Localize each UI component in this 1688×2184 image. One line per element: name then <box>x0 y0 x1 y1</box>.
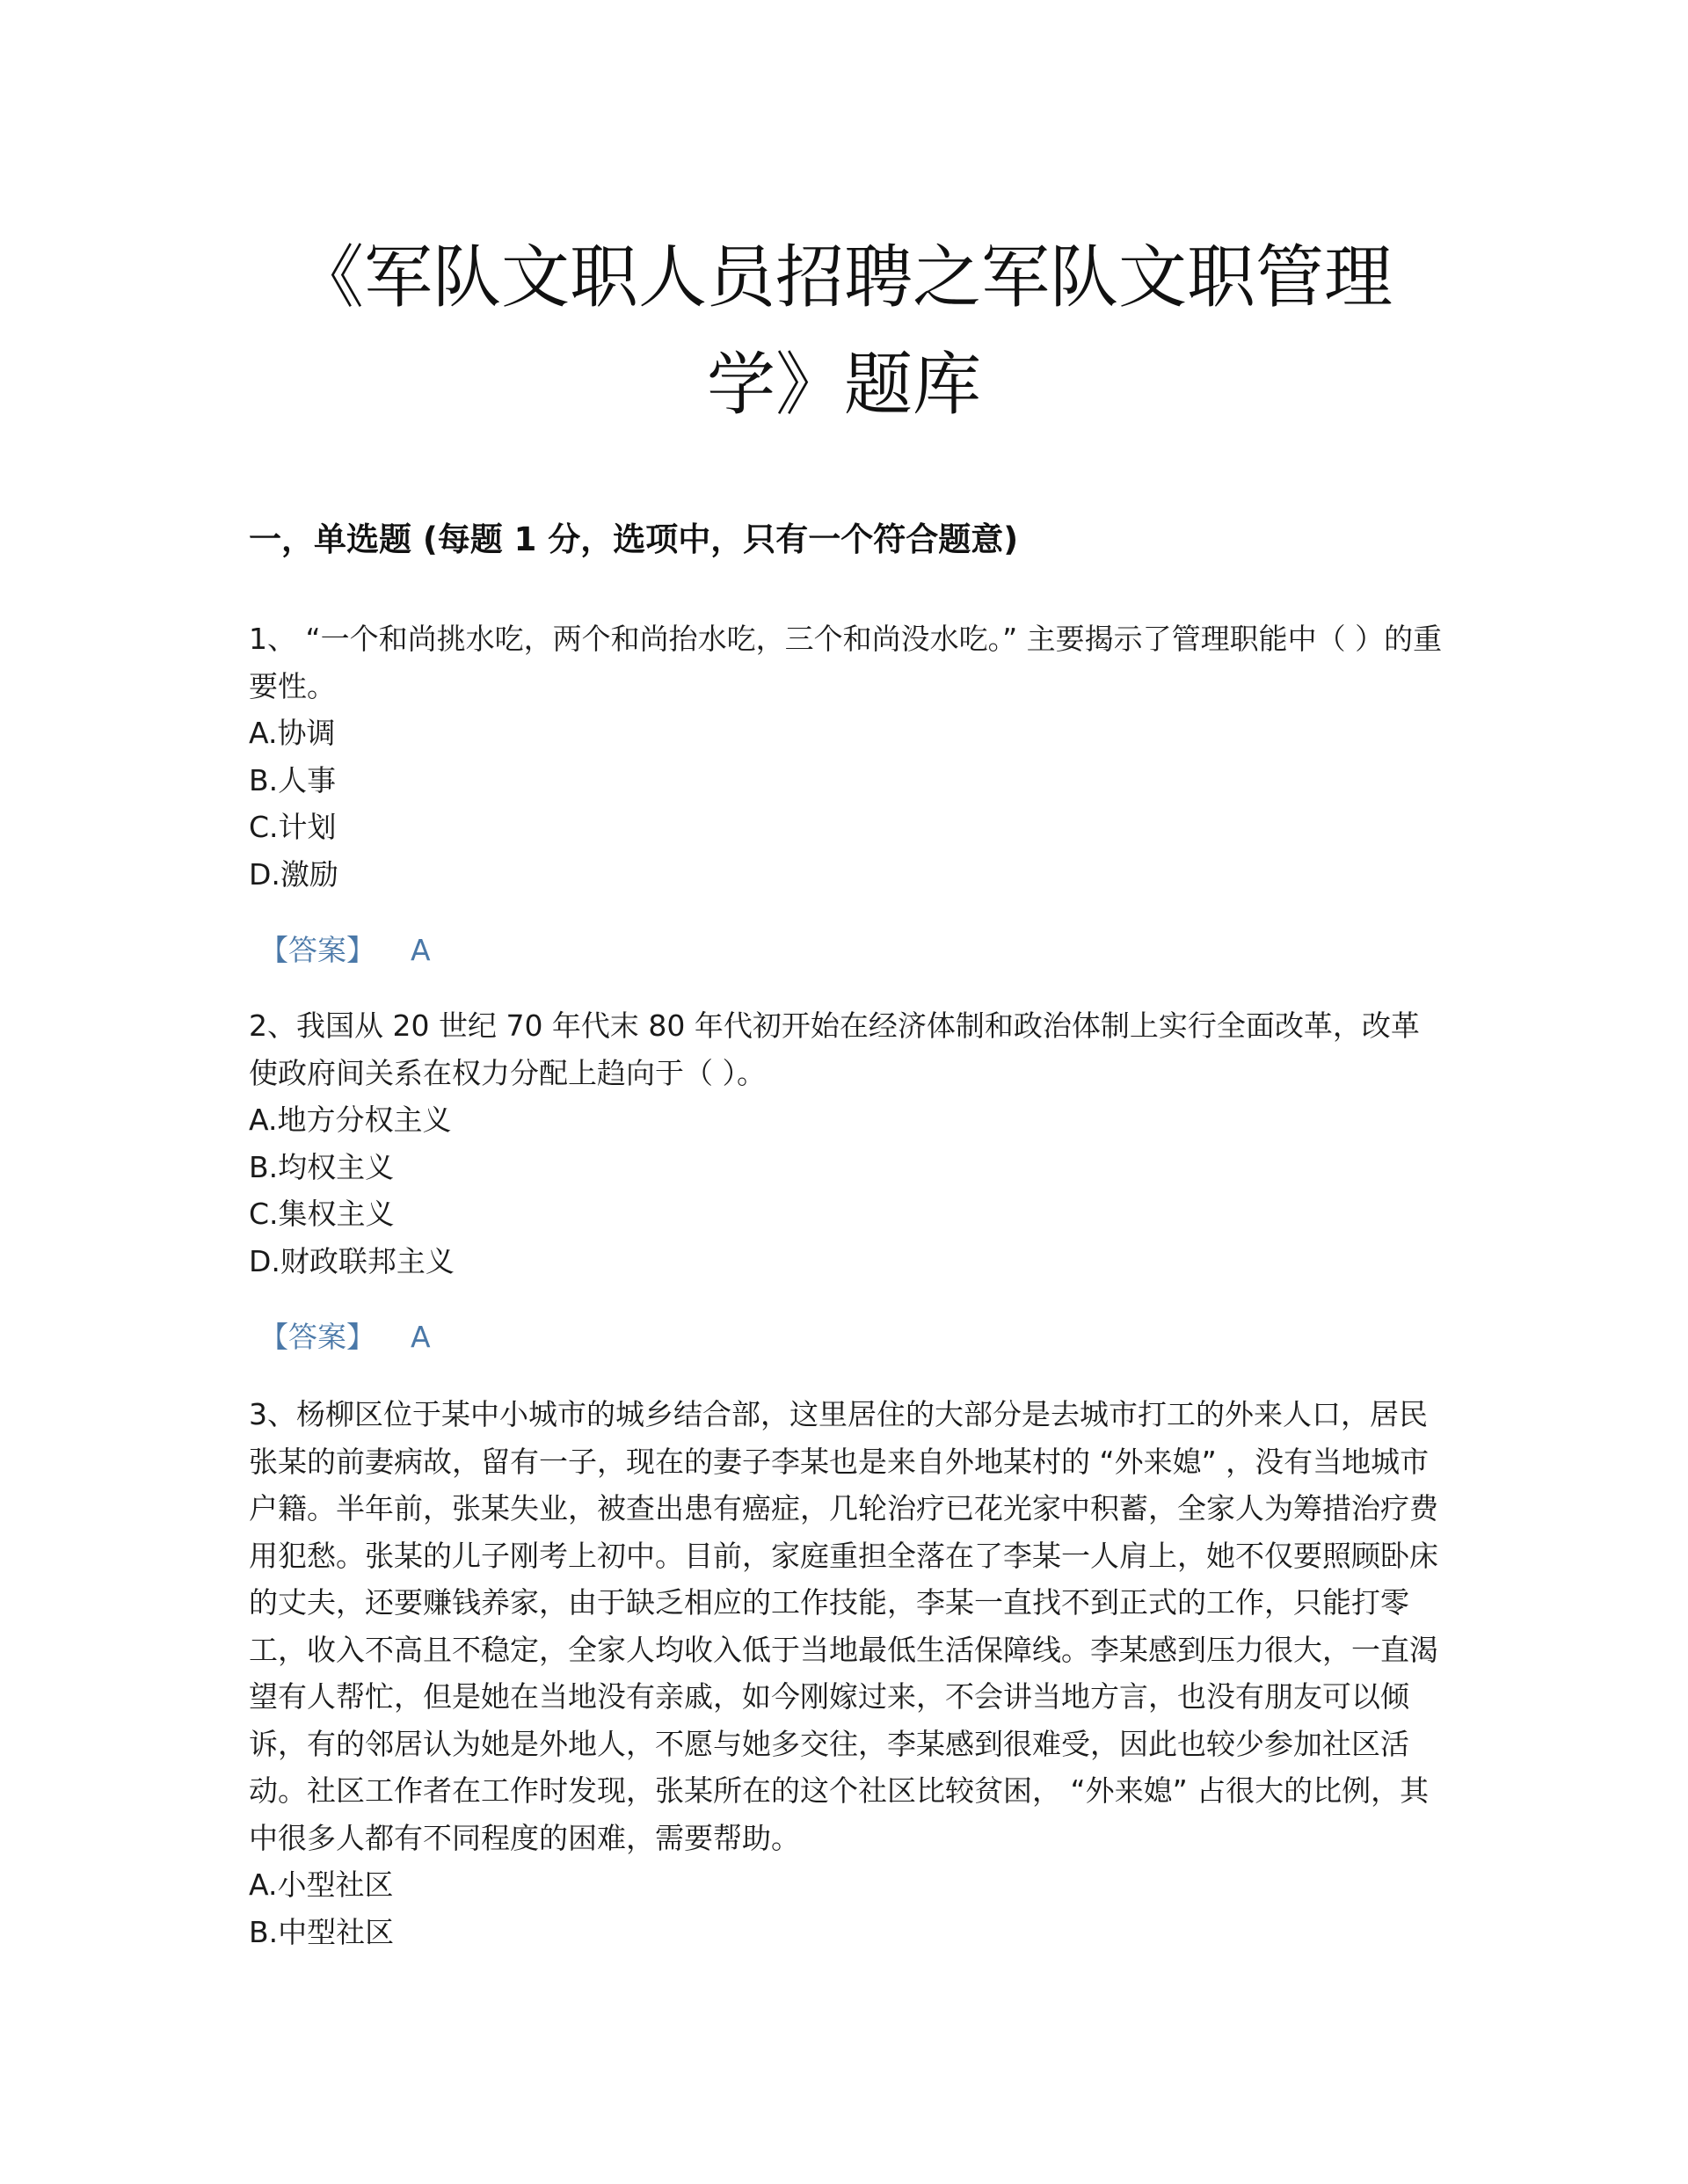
option-b: B.均权主义 <box>249 1149 395 1184</box>
option-a: A.协调 <box>249 716 336 750</box>
option-d: D.激励 <box>249 856 338 892</box>
option-b: B.中型社区 <box>249 1914 395 1949</box>
answer-label: 【答案】 <box>259 1320 375 1354</box>
option-a: A.小型社区 <box>249 1867 394 1902</box>
answer-line <box>259 1314 1444 1360</box>
answer-line <box>259 927 1444 973</box>
question-item <box>249 1391 1444 1955</box>
option-c: C.集权主义 <box>249 1197 395 1231</box>
answer-value: A <box>411 1320 431 1354</box>
option-c: C.计划 <box>249 810 337 844</box>
option-b: B.人事 <box>249 762 337 797</box>
option-a: A.地方分权主义 <box>249 1103 452 1137</box>
answer-label: 【答案】 <box>259 933 375 967</box>
question-stem: 3、杨柳区位于某中小城市的城乡结合部，这里居住的大部分是去城市打工的外来人口，居民张某的前妻病故，留有一子，现在的妻子李某也是来自外地某村的 “外来媳” ，没有当地城市户籍。半年前，张某失业，被查出患有癌症，几轮治疗已花光家中积蓄，全家人为筹措治疗费用犯愁。张某的儿子刚考上初中。目前，家庭重担全落在了李某一人肩上，她不仅要照顾卧床的丈夫，还要赚钱养家，由于缺乏相应的工作技能，李某一直找不到正式的工作，只能打零工，收入不高且不稳定，全家人均收入低于当地最低生活保障线。李某感到压力很大，一直渴望有人帮忙，但是她在当地没有亲戚，如今刚嫁过来，不会讲当地方言，也没有朋友可以倾诉，有的邻居认为她是外地人，不愿与她多交往，李某感到很难受，因此也较少参加社区活动。社区工作者在工作时发现，张某所在的这个社区比较贫困， “外来媳” 占很大的比例，其中很多人都有不同程度的困难，需要帮助。 <box>249 1397 1438 1855</box>
question-stem: 1、 “一个和尚挑水吃，两个和尚抬水吃，三个和尚没水吃。” 主要揭示了管理职能中（ ）的重要性。 <box>249 622 1443 703</box>
question-item <box>249 615 1444 973</box>
option-d: D.财政联邦主义 <box>249 1243 455 1278</box>
question-stem: 2、我国从 20 世纪 70 年代末 80 年代初开始在经济体制和政治体制上实行全面改革，改革使政府间关系在权力分配上趋向于（ ）。 <box>249 1008 1420 1090</box>
answer-value: A <box>411 933 431 967</box>
page-title: 《军队文职人员招聘之军队文职管理学》题库 <box>295 238 1393 425</box>
question-item <box>249 1002 1444 1360</box>
section-heading: 一，单选题 (每题 1 分，选项中，只有一个符合题意) <box>249 521 1019 558</box>
